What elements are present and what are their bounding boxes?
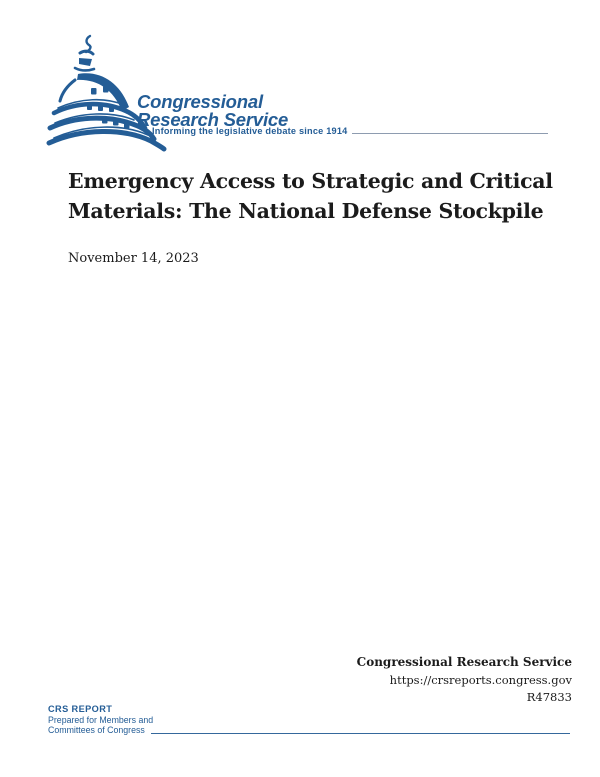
prepared-for-row2 [48, 725, 570, 736]
prepared-for-line1: Prepared for Members and [48, 714, 154, 725]
report-number: R47833 [526, 690, 572, 705]
brand-line2: Research Service [137, 108, 289, 130]
publisher-block [357, 654, 572, 707]
report-date: November 14, 2023 [68, 251, 199, 266]
footer-rule [151, 733, 570, 734]
publisher-url-link[interactable]: https://crsreports.congress.gov [389, 672, 572, 687]
brand-wordmark [137, 93, 288, 128]
report-title-line1: Emergency Access to Strategic and Critical [68, 169, 553, 193]
crs-report-label: CRS REPORT [48, 704, 113, 714]
brand-tagline: Informing the legislative debate since 1914 [152, 126, 348, 136]
brand-line1: Congressional [137, 91, 263, 112]
publisher-name: Congressional Research Service [356, 655, 572, 669]
masthead-tagline-row [152, 126, 548, 136]
report-title-line2: Materials: The National Defense Stockpile [68, 199, 544, 223]
report-title [68, 166, 568, 226]
crs-report-block [48, 704, 570, 736]
masthead-rule [352, 133, 548, 134]
prepared-for-line2: Committees of Congress [48, 725, 145, 736]
